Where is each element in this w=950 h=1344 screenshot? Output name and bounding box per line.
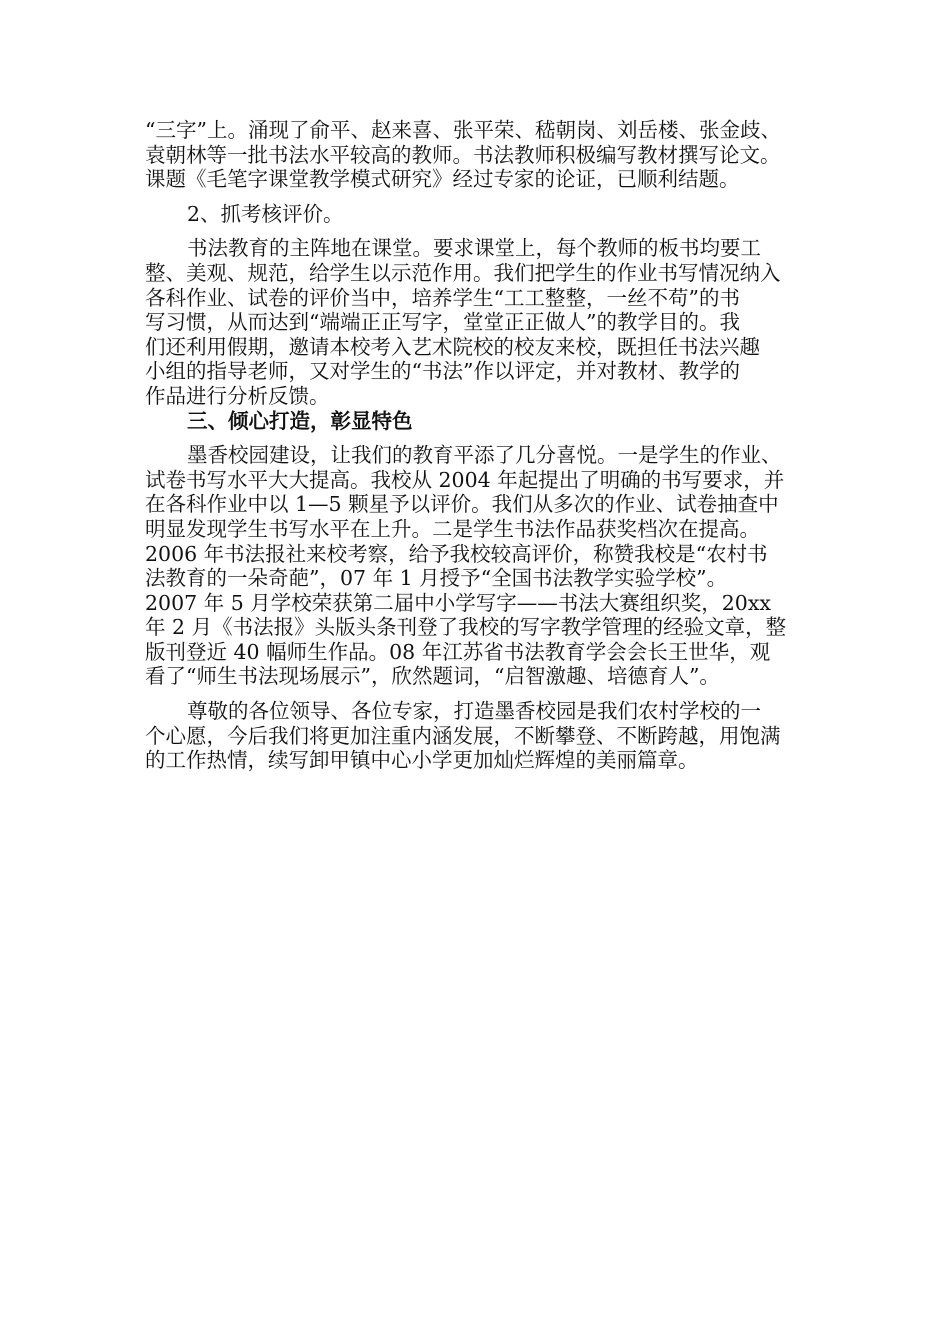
text-line: 版刊登近 40 幅师生作品。08 年江苏省书法教育学会会长王世华，观 (145, 639, 771, 664)
text-line: 墨香校园建设，让我们的教育平添了几分喜悦。一是学生的作业、 (187, 443, 782, 468)
text-line: 整、美观、规范，给学生以示范作用。我们把学生的作业书写情况纳入 (145, 260, 781, 285)
text-line: 的工作热情，续写卸甲镇中心小学更加灿烂辉煌的美丽篇章。 (145, 748, 699, 773)
section-heading (145, 409, 805, 434)
text-line: 各科作业、试卷的评价当中，培养学生“工工整整，一丝不苟”的书 (145, 285, 740, 310)
text-line: 看了“师生书法现场展示”，欣然题词，“启智激趣、培德育人”。 (145, 664, 720, 689)
section-title: 三、倾心打造，彰显特色 (187, 408, 413, 433)
text-line: 2007 年 5 月学校荣获第二届中小学写字——书法大赛组织奖，20xx (145, 590, 771, 615)
text-line: 在各科作业中以 1—5 颗星予以评价。我们从多次的作业、试卷抽查中 (145, 492, 779, 517)
document-body (145, 118, 805, 773)
text-line: 2006 年书法报社来校考察，给予我校较高评价，称赞我校是“农村书 (145, 541, 768, 566)
text-line: 作品进行分析反馈。 (145, 383, 330, 408)
text-line: 课题《毛笔字课堂教学模式研究》经过专家的论证，已顺利结题。 (145, 167, 740, 192)
paragraph-assessment-heading (145, 202, 805, 227)
text-line: 尊敬的各位领导、各位专家，打造墨香校园是我们农村学校的一 (187, 699, 761, 724)
text-line: 们还利用假期，邀请本校考入艺术院校的校友来校，既担任书法兴趣 (145, 334, 760, 359)
text-line: 个心愿，今后我们将更加注重内涵发展，不断攀登、不断跨越，用饱满 (145, 723, 781, 748)
text-line: “三字”上。涌现了俞平、赵来喜、张平荣、嵇朝岗、刘岳楼、张金歧、 (145, 118, 781, 142)
text-line: 书法教育的主阵地在课堂。要求课堂上，每个教师的板书均要工 (187, 236, 761, 261)
text-line: 小组的指导老师，又对学生的“书法”作以评定，并对教材、教学的 (145, 359, 740, 384)
text-line: 明显发现学生书写水平在上升。二是学生书法作品获奖档次在提高。 (145, 516, 760, 541)
text-line: 2、抓考核评价。 (187, 201, 344, 226)
text-line: 试卷书写水平大大提高。我校从 2004 年起提出了明确的书写要求，并 (145, 467, 785, 492)
text-line: 袁朝林等一批书法水平较高的教师。书法教师积极编写教材撰写论文。 (145, 142, 781, 167)
text-line: 写习惯，从而达到“端端正正写字，堂堂正正做人”的教学目的。我 (145, 310, 740, 335)
text-line: 年 2 月《书法报》头版头条刊登了我校的写字教学管理的经验文章，整 (145, 615, 787, 640)
paragraph-achievements (145, 443, 805, 689)
paragraph-closing (145, 699, 805, 773)
paragraph-classroom (145, 236, 805, 408)
text-line: 法教育的一朵奇葩”，07 年 1 月授予“全国书法教学实验学校”。 (145, 566, 728, 591)
paragraph-teachers (145, 118, 805, 192)
